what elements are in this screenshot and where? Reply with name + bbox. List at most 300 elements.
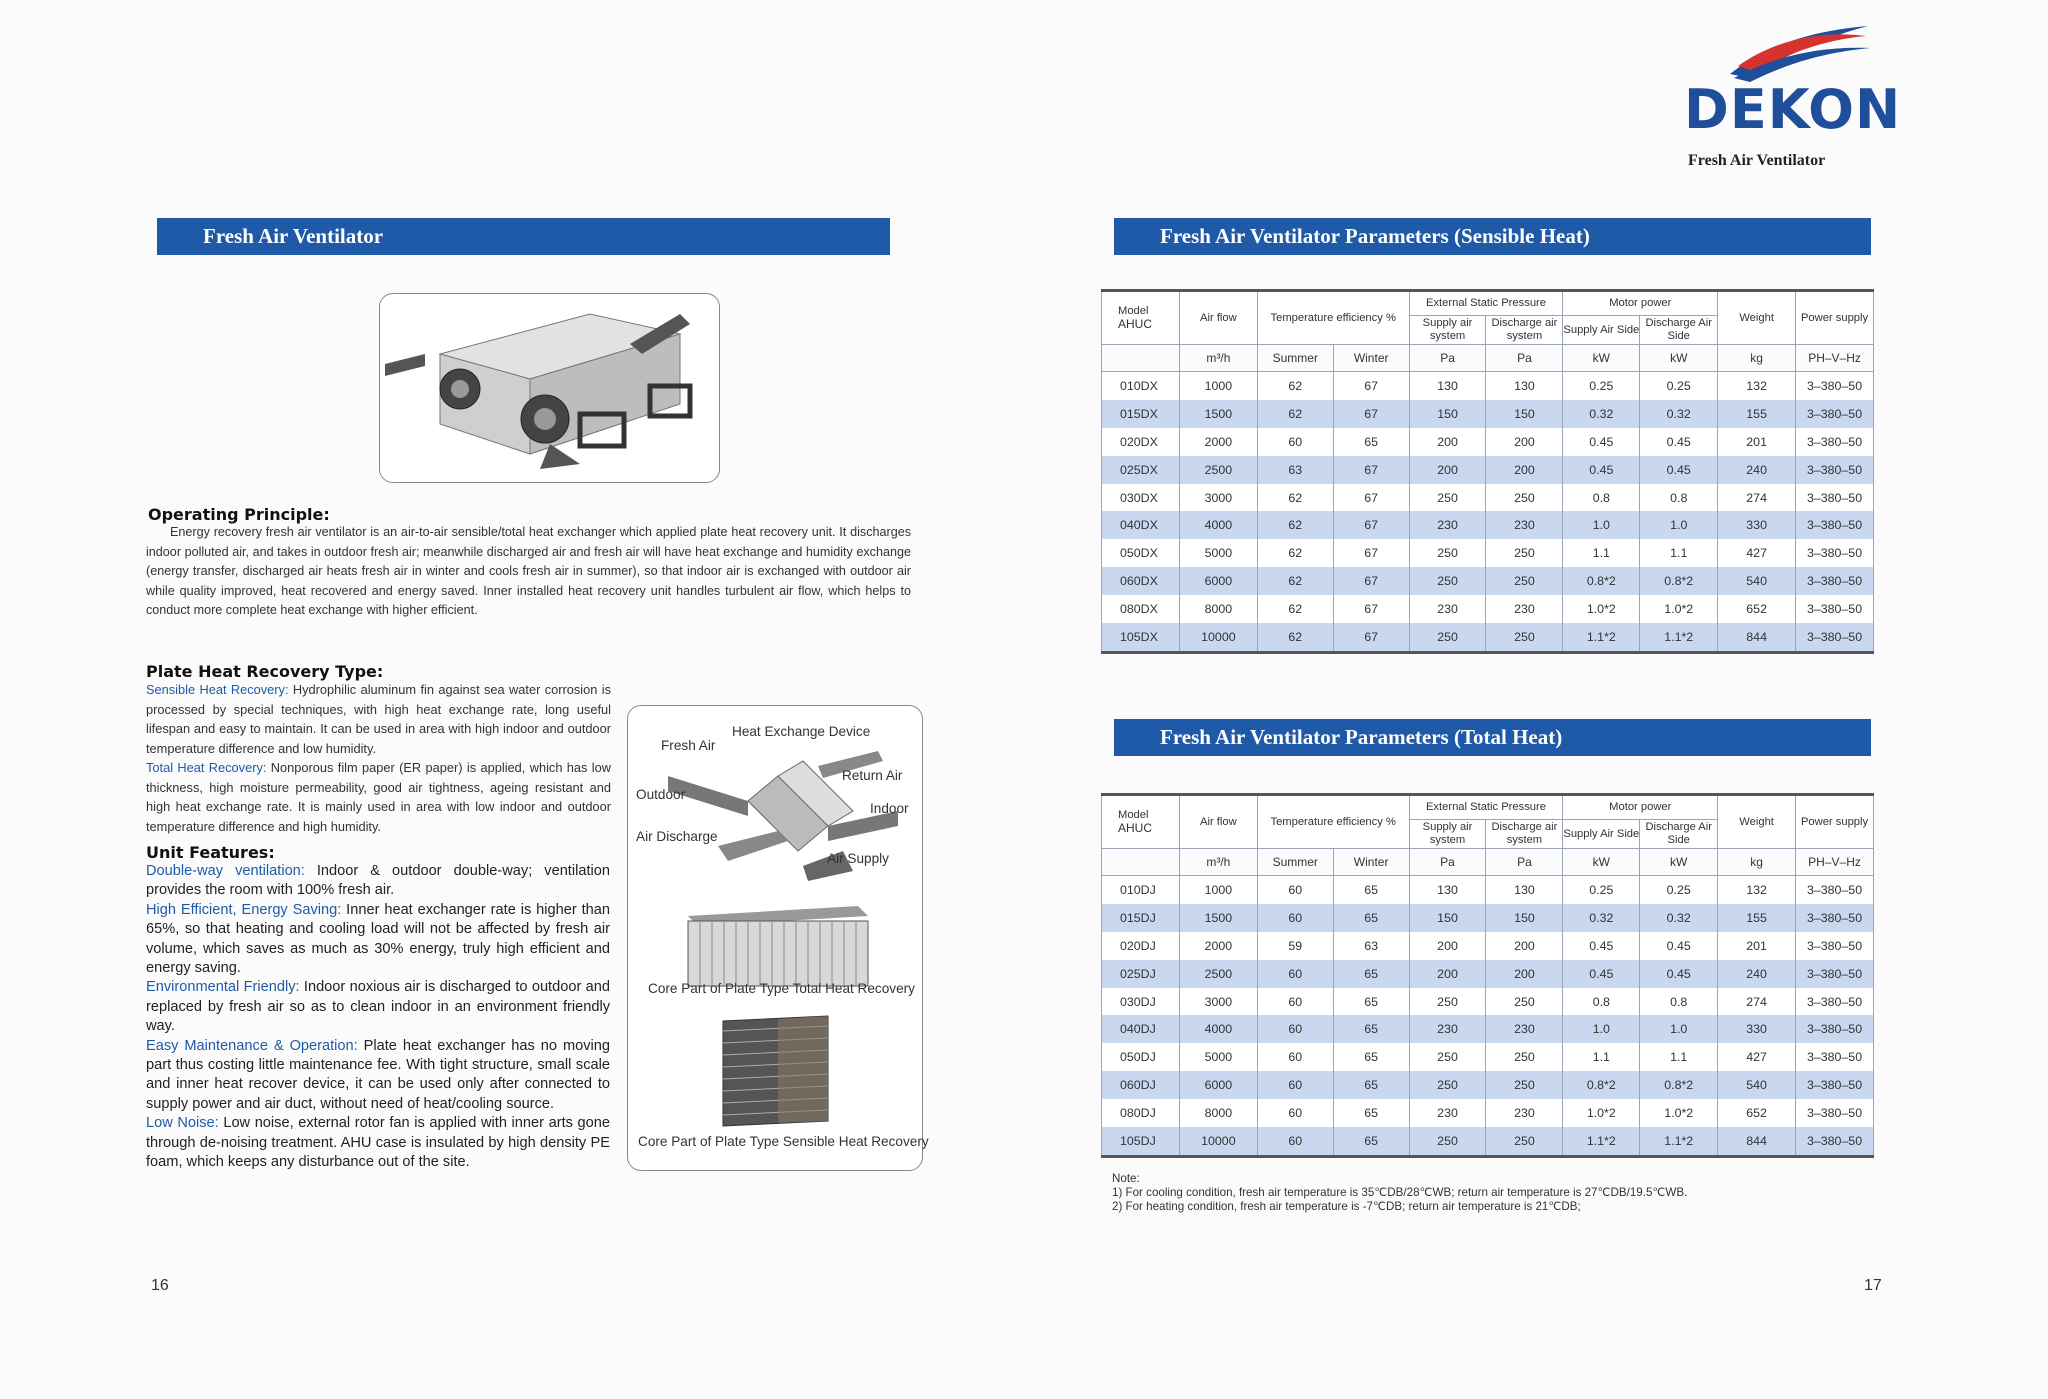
col-weight: Weight — [1718, 291, 1796, 345]
table-cell: 200 — [1409, 960, 1486, 988]
table-cell: 62 — [1257, 484, 1333, 512]
table-cell: 274 — [1718, 484, 1796, 512]
table-cell: 3–380–50 — [1796, 1071, 1874, 1099]
table-cell: 230 — [1486, 1015, 1563, 1043]
table-cell: 63 — [1333, 932, 1409, 960]
table-cell: 200 — [1409, 932, 1486, 960]
table-cell: 0.45 — [1640, 456, 1718, 484]
plate-heading: Plate Heat Recovery Type: — [146, 662, 384, 681]
table-cell: 1.1 — [1563, 539, 1640, 567]
table-cell: 427 — [1718, 539, 1796, 567]
table-cell: 652 — [1718, 1099, 1796, 1127]
operating-text: Energy recovery fresh air ventilator is an air-to-air sensible/total heat exchanger which applied plate heat recovery unit. It discharges indoor polluted air, and takes in outdoor fresh air; meanwhile discharged air and fresh air will have heat exchange and humidity exchange (energy transfer, discharged air heats fresh air in winter and cools fresh air in summer), so that indoor air is exchanged with outdoor air while quality improved, heat recovered and energy saved. Inner installed heat recovery unit handles turbulent air flow, which helps to conduct more complete heat exchange with higher efficient. — [146, 525, 911, 617]
table-cell: 62 — [1257, 539, 1333, 567]
table-cell: 330 — [1718, 511, 1796, 539]
table-cell: 1.1*2 — [1640, 1127, 1718, 1156]
table-cell: 3–380–50 — [1796, 539, 1874, 567]
table-cell: 3–380–50 — [1796, 1043, 1874, 1071]
col-motor: Motor power — [1563, 795, 1718, 820]
table-cell: 427 — [1718, 1043, 1796, 1071]
table-cell: 0.8*2 — [1563, 567, 1640, 595]
table-cell: 0.25 — [1563, 372, 1640, 400]
col-esp: External Static Pressure — [1409, 795, 1563, 820]
table-cell: 60 — [1257, 988, 1333, 1016]
col-supply-side: Supply Air Side — [1563, 820, 1640, 849]
table-row — [1102, 428, 1874, 456]
table-cell: 250 — [1486, 484, 1563, 512]
feature-item: Double-way ventilation: Indoor & outdoor double-way; ventilation provides the room with 100% fresh air. — [146, 863, 610, 899]
table-cell: 250 — [1486, 539, 1563, 567]
table-cell: 200 — [1486, 960, 1563, 988]
unit-illustration-box — [379, 293, 720, 483]
col-summer: Summer — [1257, 849, 1333, 876]
table-cell: 3–380–50 — [1796, 988, 1874, 1016]
table-cell: 3–380–50 — [1796, 484, 1874, 512]
table-row — [1102, 539, 1874, 567]
table-cell: 250 — [1409, 988, 1486, 1016]
table-row — [1102, 904, 1874, 932]
table-cell: 230 — [1486, 511, 1563, 539]
table-row — [1102, 960, 1874, 988]
total-label: Total Heat Recovery: — [146, 760, 267, 775]
table-cell: 230 — [1409, 1099, 1486, 1127]
label-return-air: Return Air — [842, 768, 903, 783]
ventilator-unit-image — [380, 294, 719, 482]
brand-name: DEKON — [1684, 78, 1902, 141]
table-cell: 10000 — [1179, 1127, 1257, 1156]
table-row — [1102, 372, 1874, 400]
table-cell: 130 — [1486, 372, 1563, 400]
sensible-label: Sensible Heat Recovery: — [146, 682, 289, 697]
table-cell: 1.0 — [1640, 511, 1718, 539]
table-cell: 60 — [1257, 1099, 1333, 1127]
table-cell: 250 — [1486, 623, 1563, 652]
table-cell: 250 — [1409, 1071, 1486, 1099]
table-cell: 60 — [1257, 1043, 1333, 1071]
table-cell: 130 — [1486, 876, 1563, 904]
table-cell: 132 — [1718, 372, 1796, 400]
table-cell: 015DX — [1102, 400, 1180, 428]
table-row — [1102, 567, 1874, 595]
feature-item: Easy Maintenance & Operation: Plate heat exchanger has no moving part thus costing little maintenance fee. With tight structure, small scale and inner heat recover device, it can be used only after connected to supply power and air duct, without need of heat/cooling source. — [146, 1037, 610, 1112]
label-outdoor: Outdoor — [636, 787, 686, 802]
table-cell: 020DJ — [1102, 932, 1180, 960]
col-discharge-sys: Discharge air system — [1486, 316, 1563, 345]
label-core-total: Core Part of Plate Type Total Heat Recovery — [648, 981, 915, 996]
table-cell: 201 — [1718, 428, 1796, 456]
label-core-sensible: Core Part of Plate Type Sensible Heat Recovery — [638, 1134, 929, 1149]
table-cell: 60 — [1257, 1015, 1333, 1043]
table-cell: 4000 — [1179, 1015, 1257, 1043]
table-cell: 050DJ — [1102, 1043, 1180, 1071]
col-supply-side: Supply Air Side — [1563, 316, 1640, 345]
table-cell: 132 — [1718, 876, 1796, 904]
table-cell: 0.45 — [1640, 960, 1718, 988]
table-row — [1102, 511, 1874, 539]
table-cell: 1.1 — [1563, 1043, 1640, 1071]
table-cell: 3–380–50 — [1796, 1127, 1874, 1156]
table-cell: 250 — [1486, 1043, 1563, 1071]
table-cell: 230 — [1409, 1015, 1486, 1043]
table-cell: 0.8*2 — [1640, 1071, 1718, 1099]
table-cell: 0.32 — [1640, 400, 1718, 428]
table-cell: 60 — [1257, 1071, 1333, 1099]
table-cell: 65 — [1333, 1043, 1409, 1071]
table-cell: 230 — [1409, 511, 1486, 539]
unit-power: PH–V–Hz — [1796, 345, 1874, 372]
label-fresh-air: Fresh Air — [661, 738, 716, 753]
brand-subtitle: Fresh Air Ventilator — [1688, 152, 1826, 169]
table-cell: 200 — [1486, 428, 1563, 456]
table-cell: 1.1*2 — [1640, 623, 1718, 652]
table-cell: 0.8 — [1640, 484, 1718, 512]
table-cell: 3–380–50 — [1796, 904, 1874, 932]
table-cell: 020DX — [1102, 428, 1180, 456]
unit-kg: kg — [1718, 345, 1796, 372]
table-row — [1102, 1043, 1874, 1071]
table-cell: 65 — [1333, 960, 1409, 988]
table-cell: 0.8 — [1640, 988, 1718, 1016]
table-cell: 62 — [1257, 511, 1333, 539]
table-cell: 3–380–50 — [1796, 932, 1874, 960]
page-number-right: 17 — [1864, 1277, 1882, 1294]
table-cell: 8000 — [1179, 1099, 1257, 1127]
table-cell: 250 — [1409, 1127, 1486, 1156]
table-cell: 0.32 — [1640, 904, 1718, 932]
table-cell: 230 — [1486, 595, 1563, 623]
table-cell: 67 — [1333, 595, 1409, 623]
table-cell: 3–380–50 — [1796, 567, 1874, 595]
table-cell: 3–380–50 — [1796, 511, 1874, 539]
table-cell: 0.45 — [1563, 960, 1640, 988]
table-cell: 250 — [1486, 1127, 1563, 1156]
table-cell: 8000 — [1179, 595, 1257, 623]
table-cell: 250 — [1486, 988, 1563, 1016]
table-cell: 67 — [1333, 484, 1409, 512]
table-cell: 3000 — [1179, 484, 1257, 512]
table-row — [1102, 1015, 1874, 1043]
operating-heading: Operating Principle: — [148, 505, 330, 524]
col-supply-sys: Supply air system — [1409, 316, 1486, 345]
table-cell: 67 — [1333, 567, 1409, 595]
table-cell: 250 — [1486, 1071, 1563, 1099]
table-cell: 67 — [1333, 539, 1409, 567]
table-row — [1102, 484, 1874, 512]
unit-power: PH–V–Hz — [1796, 849, 1874, 876]
table-cell: 4000 — [1179, 511, 1257, 539]
col-airflow: Air flow — [1179, 291, 1257, 345]
sensible-table-body — [1102, 372, 1874, 653]
table-cell: 3–380–50 — [1796, 1015, 1874, 1043]
table-cell: 3–380–50 — [1796, 372, 1874, 400]
table-cell: 155 — [1718, 904, 1796, 932]
table-cell: 1.0*2 — [1640, 595, 1718, 623]
table-cell: 150 — [1486, 400, 1563, 428]
table-cell: 230 — [1409, 595, 1486, 623]
table-cell: 2000 — [1179, 428, 1257, 456]
table-cell: 65 — [1333, 1127, 1409, 1156]
unit-pa: Pa — [1409, 345, 1486, 372]
table-row — [1102, 400, 1874, 428]
table-cell: 0.8*2 — [1640, 567, 1718, 595]
table-cell: 65 — [1333, 1071, 1409, 1099]
table-cell: 150 — [1409, 904, 1486, 932]
table-cell: 030DX — [1102, 484, 1180, 512]
table-cell: 3000 — [1179, 988, 1257, 1016]
sensible-core-image — [628, 1011, 922, 1131]
table-cell: 1.0 — [1640, 1015, 1718, 1043]
col-discharge-side: Discharge Air Side — [1640, 316, 1718, 345]
table-cell: 1500 — [1179, 400, 1257, 428]
table-cell: 240 — [1718, 456, 1796, 484]
table-cell: 130 — [1409, 372, 1486, 400]
table-cell: 0.8*2 — [1563, 1071, 1640, 1099]
table-cell: 200 — [1486, 932, 1563, 960]
features-heading: Unit Features: — [146, 843, 275, 862]
table-cell: 0.45 — [1640, 932, 1718, 960]
table-cell: 1.1 — [1640, 539, 1718, 567]
table-row — [1102, 1099, 1874, 1127]
table-cell: 59 — [1257, 932, 1333, 960]
table-cell: 040DJ — [1102, 1015, 1180, 1043]
table-row — [1102, 988, 1874, 1016]
table-cell: 250 — [1409, 539, 1486, 567]
brand-logo — [1680, 22, 1902, 182]
feature-item: Low Noise: Low noise, external rotor fan is applied with inner arts gone through de-noising treatment. AHU case is insulated by high density PE foam, which keeps any disturbance out of the site. — [146, 1115, 610, 1171]
col-winter: Winter — [1333, 849, 1409, 876]
unit-airflow: m³/h — [1179, 849, 1257, 876]
table-cell: 040DX — [1102, 511, 1180, 539]
table-cell: 201 — [1718, 932, 1796, 960]
label-air-discharge: Air Discharge — [636, 829, 718, 844]
table-cell: 250 — [1409, 484, 1486, 512]
table-cell: 0.45 — [1563, 932, 1640, 960]
col-discharge-sys: Discharge air system — [1486, 820, 1563, 849]
table-cell: 274 — [1718, 988, 1796, 1016]
total-heat-table — [1101, 793, 1874, 1158]
table-cell: 1500 — [1179, 904, 1257, 932]
unit-pa: Pa — [1409, 849, 1486, 876]
unit-kg: kg — [1718, 849, 1796, 876]
table-cell: 1.0*2 — [1563, 1099, 1640, 1127]
col-ahuc: AHUC — [1118, 316, 1153, 331]
table-cell: 0.32 — [1563, 904, 1640, 932]
table-cell: 1.1*2 — [1563, 623, 1640, 652]
table-cell: 0.45 — [1640, 428, 1718, 456]
table-cell: 1.0*2 — [1563, 595, 1640, 623]
total-table-body — [1102, 876, 1874, 1157]
sensible-text: Hydrophilic aluminum fin against sea water corrosion is processed by special techniques, with high heat exchange rate, long useful lifespan and easy to maintain. It can be used in area with high indoor and outdoor temperature difference and low humidity. — [146, 682, 611, 756]
table-cell: 030DJ — [1102, 988, 1180, 1016]
table-cell: 10000 — [1179, 623, 1257, 652]
col-summer: Summer — [1257, 345, 1333, 372]
feature-item: High Efficient, Energy Saving: Inner heat exchanger rate is higher than 65%, so that heating and cooling load will not be affected by fresh air volume, which saves as much as 30% energy, truly high efficient and energy saving. — [146, 901, 610, 977]
col-power: Power supply — [1796, 291, 1874, 345]
table-cell: 65 — [1333, 428, 1409, 456]
logo-swoosh-icon — [1720, 22, 1870, 82]
table-cell: 105DX — [1102, 623, 1180, 652]
col-model: Model — [1118, 304, 1149, 317]
table-cell: 150 — [1486, 904, 1563, 932]
table-cell: 652 — [1718, 595, 1796, 623]
note-title: Note: — [1112, 1172, 1140, 1185]
table-cell: 62 — [1257, 567, 1333, 595]
table-cell: 0.32 — [1563, 400, 1640, 428]
table-cell: 5000 — [1179, 539, 1257, 567]
table-cell: 250 — [1409, 623, 1486, 652]
table-cell: 025DJ — [1102, 960, 1180, 988]
table-cell: 65 — [1333, 1099, 1409, 1127]
table-cell: 2500 — [1179, 960, 1257, 988]
table-row — [1102, 623, 1874, 652]
table-cell: 540 — [1718, 567, 1796, 595]
table-cell: 010DJ — [1102, 876, 1180, 904]
notes — [1112, 1172, 1687, 1214]
table-cell: 0.25 — [1563, 876, 1640, 904]
table-cell: 150 — [1409, 400, 1486, 428]
table-cell: 62 — [1257, 400, 1333, 428]
table-cell: 540 — [1718, 1071, 1796, 1099]
table-cell: 105DJ — [1102, 1127, 1180, 1156]
table-cell: 200 — [1409, 428, 1486, 456]
table-row — [1102, 932, 1874, 960]
sensible-heat-table — [1101, 289, 1874, 654]
table-cell: 60 — [1257, 1127, 1333, 1156]
unit-pa: Pa — [1486, 345, 1563, 372]
col-temp-eff: Temperature efficiency % — [1257, 291, 1409, 345]
table-cell: 1000 — [1179, 876, 1257, 904]
table-cell: 3–380–50 — [1796, 876, 1874, 904]
table-cell: 1.1 — [1640, 1043, 1718, 1071]
col-power: Power supply — [1796, 795, 1874, 849]
table-cell: 060DJ — [1102, 1071, 1180, 1099]
col-winter: Winter — [1333, 345, 1409, 372]
col-weight: Weight — [1718, 795, 1796, 849]
label-indoor: Indoor — [870, 801, 909, 816]
plate-text — [146, 680, 611, 836]
table-cell: 6000 — [1179, 567, 1257, 595]
unit-kw: kW — [1563, 849, 1640, 876]
table-cell: 015DJ — [1102, 904, 1180, 932]
table-cell: 025DX — [1102, 456, 1180, 484]
table-cell: 62 — [1257, 372, 1333, 400]
col-airflow: Air flow — [1179, 795, 1257, 849]
table-cell: 65 — [1333, 904, 1409, 932]
table-cell: 60 — [1257, 904, 1333, 932]
col-esp: External Static Pressure — [1409, 291, 1563, 316]
total-text: Nonporous film paper (ER paper) is applied, which has low thickness, high moisture permeability, good air tightness, ageing resistant and high heat exchange rate. It is mainly used in area with low indoor and outdoor temperature difference and high humidity. — [146, 760, 612, 834]
table-cell: 250 — [1409, 1043, 1486, 1071]
heat-exchange-diagram-box — [627, 705, 929, 1171]
sensible-banner: Fresh Air Ventilator Parameters (Sensible Heat) — [1114, 218, 1871, 255]
table-cell: 2500 — [1179, 456, 1257, 484]
label-air-supply: Air Supply — [827, 851, 889, 866]
table-cell: 67 — [1333, 456, 1409, 484]
note-2: 2) For heating condition, fresh air temperature is -7℃DB; return air temperature is 21℃DB; — [1112, 1200, 1581, 1213]
left-banner: Fresh Air Ventilator — [157, 218, 890, 255]
table-row — [1102, 876, 1874, 904]
table-cell: 844 — [1718, 1127, 1796, 1156]
feature-item: Environmental Friendly: Indoor noxious air is discharged to outdoor and replaced by fresh air so as to clean indoor in an environment friendly way. — [146, 979, 610, 1035]
table-cell: 1.1*2 — [1563, 1127, 1640, 1156]
table-cell: 3–380–50 — [1796, 960, 1874, 988]
table-cell: 0.8 — [1563, 988, 1640, 1016]
table-cell: 62 — [1257, 595, 1333, 623]
table-cell: 67 — [1333, 372, 1409, 400]
table-cell: 3–380–50 — [1796, 595, 1874, 623]
table-cell: 5000 — [1179, 1043, 1257, 1071]
table-cell: 3–380–50 — [1796, 623, 1874, 652]
table-cell: 6000 — [1179, 1071, 1257, 1099]
note-1: 1) For cooling condition, fresh air temperature is 35℃DB/28℃WB; return air temperature is 27℃DB/19.5℃WB. — [1112, 1186, 1688, 1199]
col-model: Model — [1118, 808, 1149, 821]
table-cell: 3–380–50 — [1796, 1099, 1874, 1127]
col-supply-sys: Supply air system — [1409, 820, 1486, 849]
table-row — [1102, 1071, 1874, 1099]
table-cell: 65 — [1333, 988, 1409, 1016]
col-discharge-side: Discharge Air Side — [1640, 820, 1718, 849]
table-cell: 1.0 — [1563, 511, 1640, 539]
table-cell: 65 — [1333, 876, 1409, 904]
table-cell: 1000 — [1179, 372, 1257, 400]
table-cell: 62 — [1257, 623, 1333, 652]
table-cell: 200 — [1486, 456, 1563, 484]
table-cell: 200 — [1409, 456, 1486, 484]
total-banner: Fresh Air Ventilator Parameters (Total Heat) — [1114, 719, 1871, 756]
table-cell: 155 — [1718, 400, 1796, 428]
table-cell: 2000 — [1179, 932, 1257, 960]
unit-airflow: m³/h — [1179, 345, 1257, 372]
table-cell: 050DX — [1102, 539, 1180, 567]
table-cell: 63 — [1257, 456, 1333, 484]
features-list — [146, 862, 610, 1173]
unit-kw: kW — [1640, 345, 1718, 372]
table-cell: 0.45 — [1563, 456, 1640, 484]
table-cell: 65 — [1333, 1015, 1409, 1043]
table-cell: 080DJ — [1102, 1099, 1180, 1127]
label-heat-device: Heat Exchange Device — [732, 724, 871, 739]
table-row — [1102, 456, 1874, 484]
table-cell: 3–380–50 — [1796, 428, 1874, 456]
unit-kw: kW — [1640, 849, 1718, 876]
table-cell: 080DX — [1102, 595, 1180, 623]
table-cell: 67 — [1333, 400, 1409, 428]
table-cell: 844 — [1718, 623, 1796, 652]
table-cell: 67 — [1333, 511, 1409, 539]
table-cell: 3–380–50 — [1796, 456, 1874, 484]
table-cell: 330 — [1718, 1015, 1796, 1043]
table-cell: 060DX — [1102, 567, 1180, 595]
table-cell: 1.0*2 — [1640, 1099, 1718, 1127]
table-row — [1102, 1127, 1874, 1156]
table-row — [1102, 595, 1874, 623]
table-cell: 010DX — [1102, 372, 1180, 400]
table-cell: 67 — [1333, 623, 1409, 652]
page-number-left: 16 — [151, 1277, 169, 1294]
table-cell: 0.45 — [1563, 428, 1640, 456]
table-cell: 3–380–50 — [1796, 400, 1874, 428]
table-cell: 0.8 — [1563, 484, 1640, 512]
col-ahuc: AHUC — [1118, 820, 1153, 835]
unit-kw: kW — [1563, 345, 1640, 372]
table-cell: 60 — [1257, 876, 1333, 904]
table-cell: 60 — [1257, 428, 1333, 456]
table-cell: 1.0 — [1563, 1015, 1640, 1043]
table-cell: 250 — [1409, 567, 1486, 595]
col-motor: Motor power — [1563, 291, 1718, 316]
table-cell: 130 — [1409, 876, 1486, 904]
unit-pa: Pa — [1486, 849, 1563, 876]
